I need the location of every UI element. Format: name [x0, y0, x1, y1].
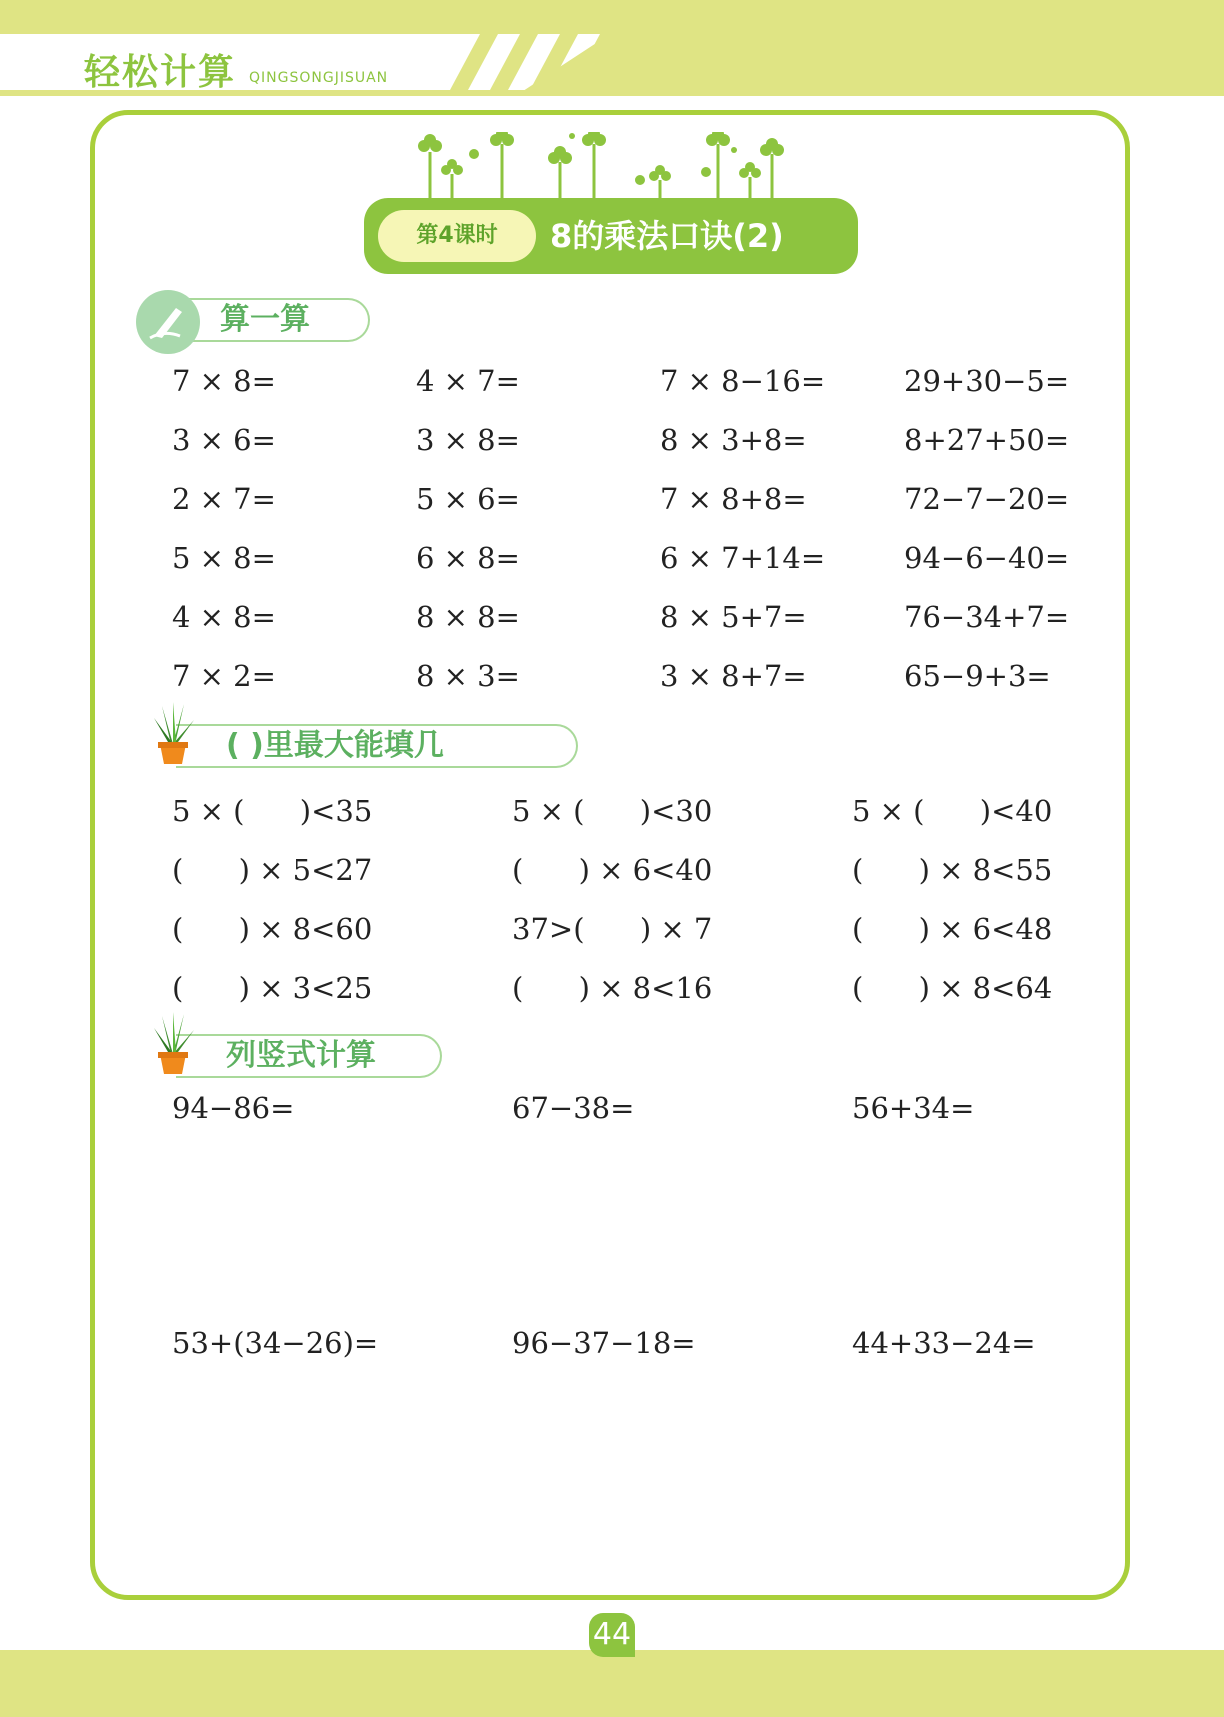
- problem-text: 53+(34−26)=: [172, 1326, 379, 1360]
- problem-text: 4 × 7=: [416, 364, 520, 398]
- problem-text: 96−37−18=: [512, 1326, 696, 1360]
- problem-row: [0, 912, 1224, 952]
- problem-text: 7 × 8+8=: [660, 482, 807, 516]
- problem-text: 5 × 8=: [172, 541, 276, 575]
- problem-text: 3 × 6=: [172, 423, 276, 457]
- problem-row: [0, 1091, 1224, 1131]
- problem-text: ( ) × 6<40: [512, 853, 713, 887]
- problem-text: 8 × 3+8=: [660, 423, 807, 457]
- problem-text: ( ) × 8<16: [512, 971, 713, 1005]
- problem-text: 8+27+50=: [904, 423, 1070, 457]
- problem-row: [0, 541, 1224, 581]
- problem-text: 37>( ) × 7: [512, 912, 713, 946]
- problem-text: 5 × 6=: [416, 482, 520, 516]
- problem-text: 56+34=: [852, 1091, 975, 1125]
- problem-text: 3 × 8+7=: [660, 659, 807, 693]
- section1-title: 算一算: [220, 302, 310, 337]
- page-number: 44: [589, 1613, 635, 1657]
- header-stripes-decoration: [430, 34, 630, 90]
- lesson-banner: [364, 198, 858, 274]
- problem-text: 5 × ( )<35: [172, 794, 373, 828]
- clover-decoration-icon: [410, 132, 810, 202]
- problem-text: 65−9+3=: [904, 659, 1051, 693]
- problem-text: 5 × ( )<40: [852, 794, 1053, 828]
- problem-text: 7 × 2=: [172, 659, 276, 693]
- problem-text: 94−86=: [172, 1091, 295, 1125]
- problem-text: 6 × 7+14=: [660, 541, 826, 575]
- problem-text: ( ) × 3<25: [172, 971, 373, 1005]
- problem-row: [0, 364, 1224, 404]
- problem-text: 72−7−20=: [904, 482, 1070, 516]
- problem-text: ( ) × 8<60: [172, 912, 373, 946]
- problem-row: [0, 971, 1224, 1011]
- problem-row: [0, 423, 1224, 463]
- problem-text: 8 × 8=: [416, 600, 520, 634]
- footer-band: [0, 1650, 1224, 1717]
- problem-text: 29+30−5=: [904, 364, 1070, 398]
- problem-text: 3 × 8=: [416, 423, 520, 457]
- problem-row: [0, 600, 1224, 640]
- problem-text: 2 × 7=: [172, 482, 276, 516]
- problem-text: 5 × ( )<30: [512, 794, 713, 828]
- problem-row: [0, 853, 1224, 893]
- problem-text: ( ) × 5<27: [172, 853, 373, 887]
- problem-text: 44+33−24=: [852, 1326, 1036, 1360]
- problem-text: 8 × 3=: [416, 659, 520, 693]
- problem-text: ( ) × 8<64: [852, 971, 1053, 1005]
- problem-text: 67−38=: [512, 1091, 635, 1125]
- problem-text: 4 × 8=: [172, 600, 276, 634]
- potted-plant-icon: [150, 700, 196, 766]
- problem-text: 8 × 5+7=: [660, 600, 807, 634]
- problem-row: [0, 482, 1224, 522]
- section2-title: ( )里最大能填几: [226, 728, 444, 763]
- problem-row: [0, 659, 1224, 699]
- problem-text: 76−34+7=: [904, 600, 1070, 634]
- lesson-tag: 第4课时: [378, 210, 536, 262]
- brand-pinyin: QINGSONGJISUAN: [249, 70, 389, 86]
- problem-text: 6 × 8=: [416, 541, 520, 575]
- brand-title: 轻松计算: [84, 52, 237, 93]
- lesson-title: 8的乘法口诀(2): [550, 217, 784, 255]
- pencil-icon: [136, 290, 200, 354]
- problem-text: ( ) × 8<55: [852, 853, 1053, 887]
- problem-row: [0, 794, 1224, 834]
- potted-plant-icon: [150, 1010, 196, 1076]
- problem-text: ( ) × 6<48: [852, 912, 1053, 946]
- problem-text: 94−6−40=: [904, 541, 1070, 575]
- problem-row: [0, 1326, 1224, 1366]
- problem-text: 7 × 8=: [172, 364, 276, 398]
- section3-title: 列竖式计算: [226, 1038, 376, 1073]
- problem-text: 7 × 8−16=: [660, 364, 826, 398]
